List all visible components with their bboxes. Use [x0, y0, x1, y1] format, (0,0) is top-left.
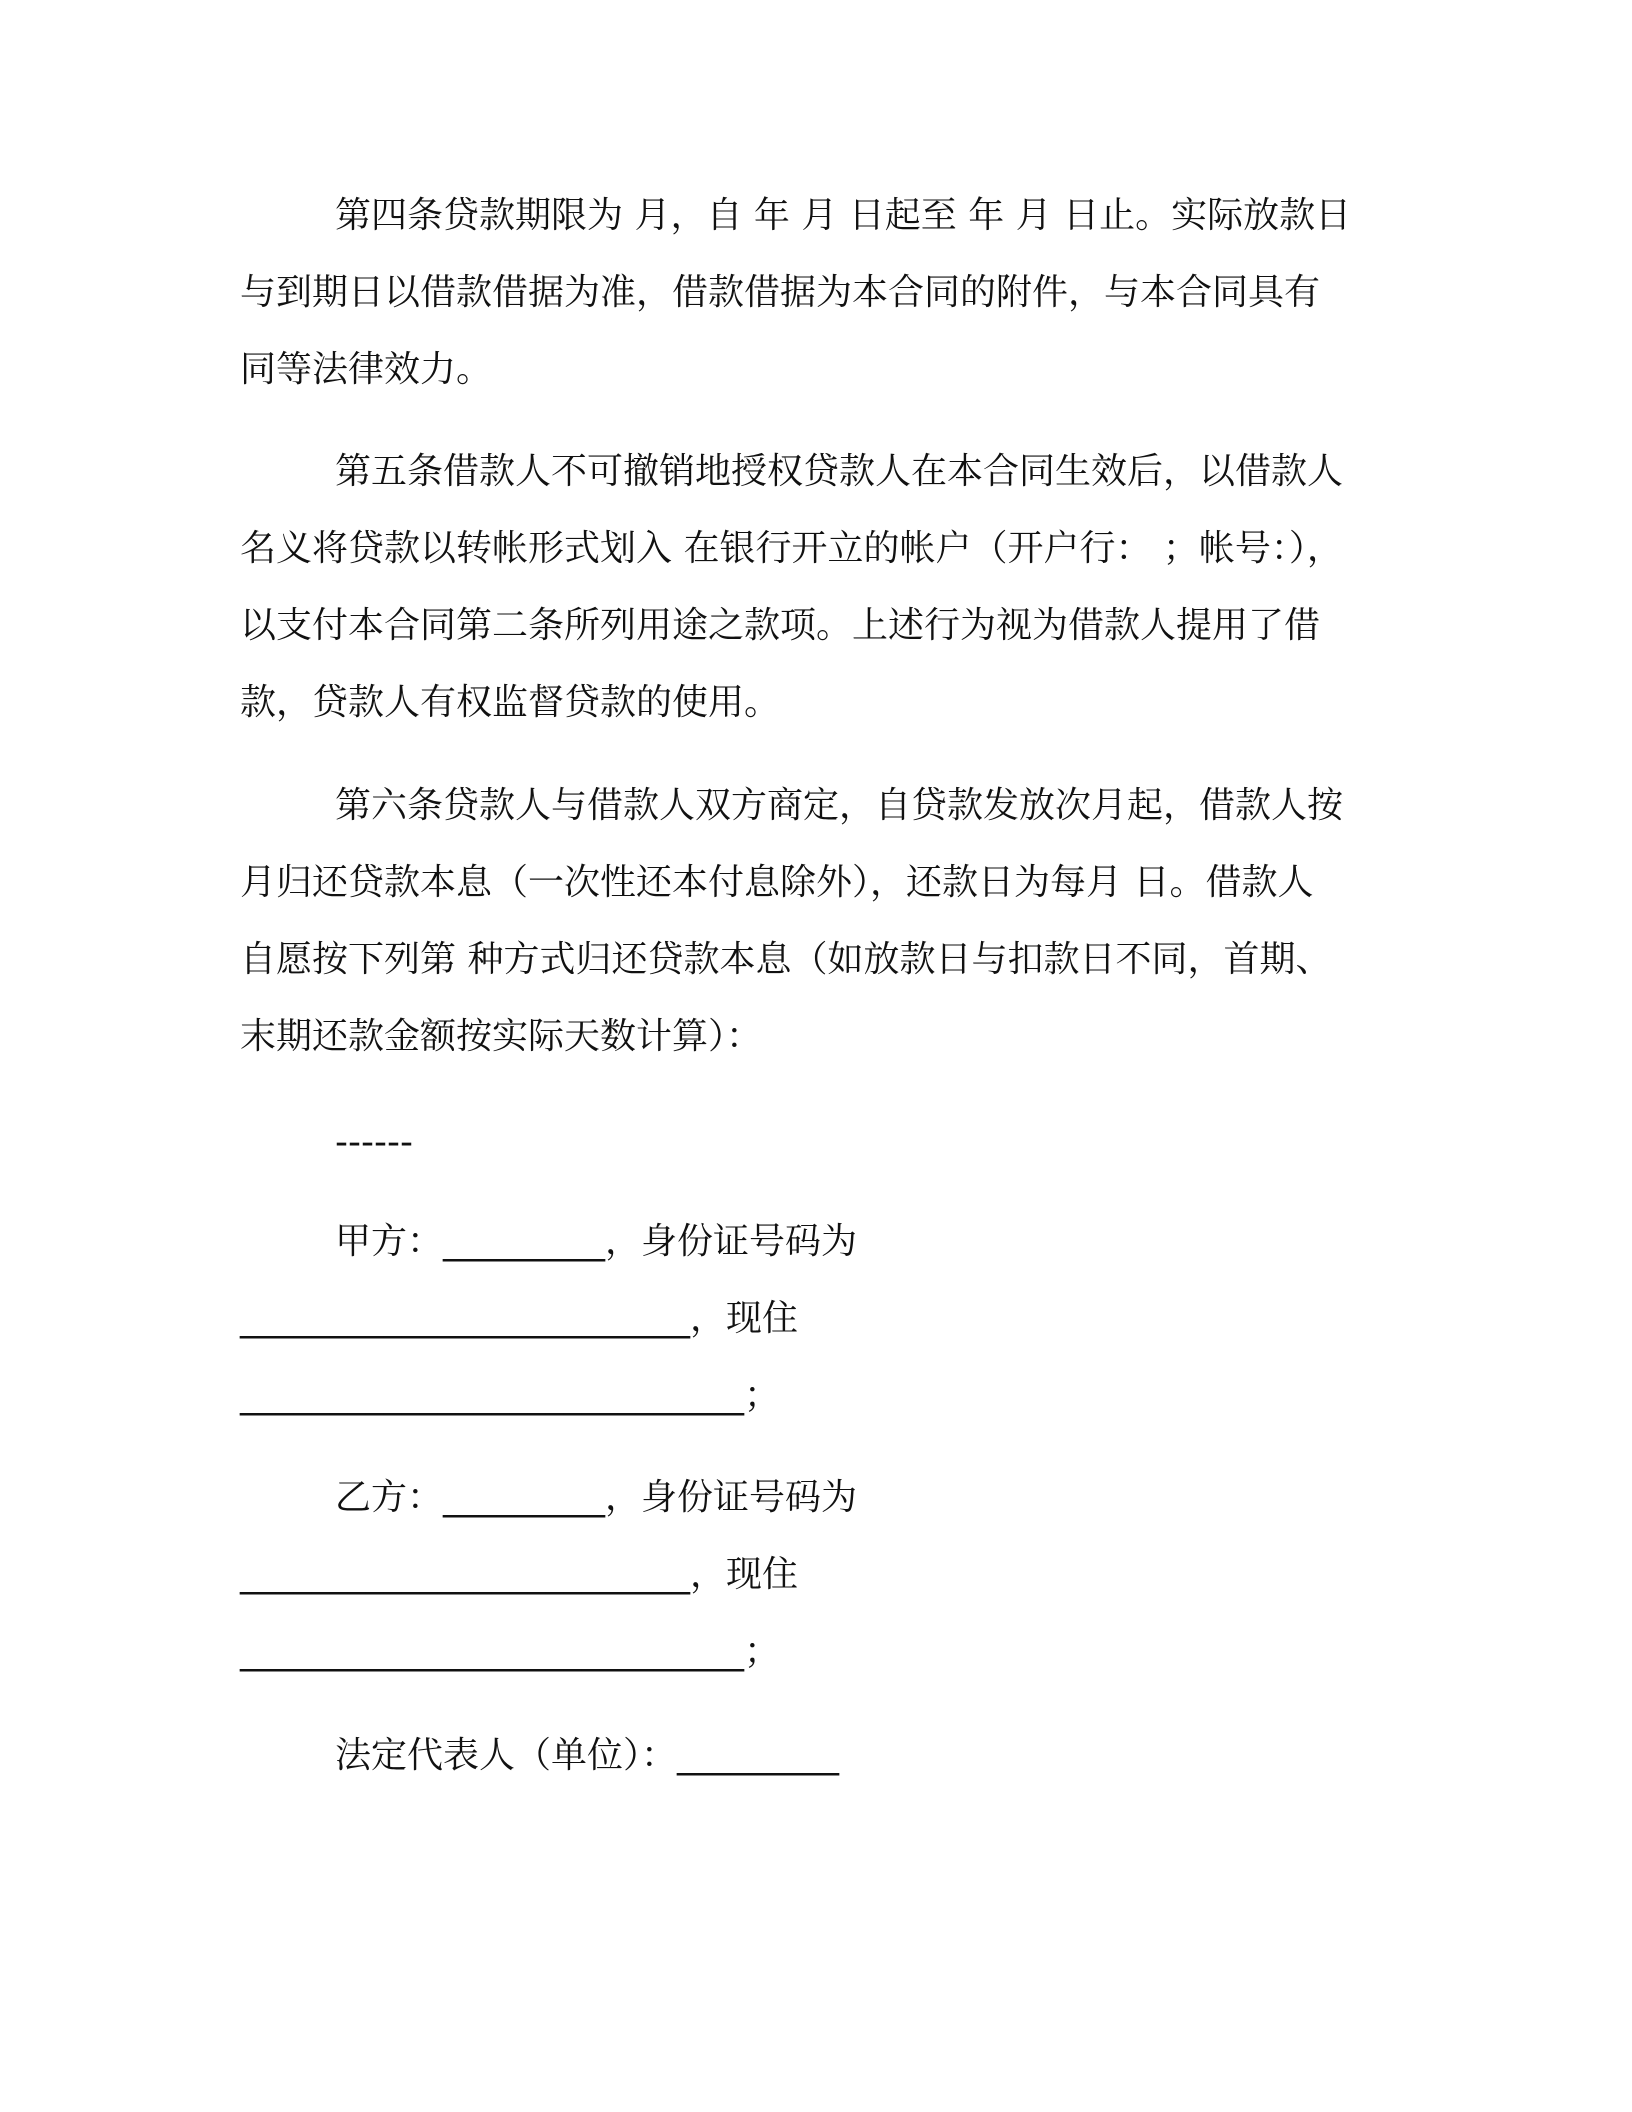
article-5-line-3: 以支付本合同第二条所列用途之款项。上述行为视为借款人提用了借: [240, 605, 1321, 646]
party-a-line-2: _________________________，现住: [240, 1298, 799, 1339]
article-4-line-1: 第四条贷款期限为 月，自 年 月 日起至 年 月 日止。实际放款日: [335, 195, 1352, 236]
article-6-line-3: 自愿按下列第 种方式归还贷款本息（如放款日与扣款日不同，首期、: [240, 939, 1332, 980]
party-a-line-1: 甲方：_________，身份证号码为: [335, 1221, 858, 1262]
separator: ------: [335, 1122, 413, 1163]
party-b-line-3: ____________________________；: [240, 1631, 780, 1672]
article-4-line-2: 与到期日以借款借据为准，借款借据为本合同的附件，与本合同具有: [240, 272, 1321, 313]
article-6-line-4: 末期还款金额按实际天数计算）：: [240, 1016, 763, 1057]
article-5-line-4: 款，贷款人有权监督贷款的使用。: [240, 682, 781, 723]
article-5-line-2: 名义将贷款以转帐形式划入 在银行开立的帐户（开户行： ；帐号：），: [240, 528, 1343, 569]
article-6-line-1: 第六条贷款人与借款人双方商定，自贷款发放次月起，借款人按: [335, 785, 1344, 826]
party-a-line-3: ____________________________；: [240, 1375, 780, 1416]
party-b-line-2: _________________________，现住: [240, 1554, 799, 1595]
article-4-line-3: 同等法律效力。: [240, 349, 493, 390]
article-6-line-2: 月归还贷款本息（一次性还本付息除外），还款日为每月 日。借款人: [240, 862, 1314, 903]
party-b-line-1: 乙方：_________，身份证号码为: [335, 1477, 858, 1518]
article-5-line-1: 第五条借款人不可撤销地授权贷款人在本合同生效后，以借款人: [335, 451, 1344, 492]
legal-representative-line: 法定代表人（单位）：_________: [335, 1735, 840, 1776]
